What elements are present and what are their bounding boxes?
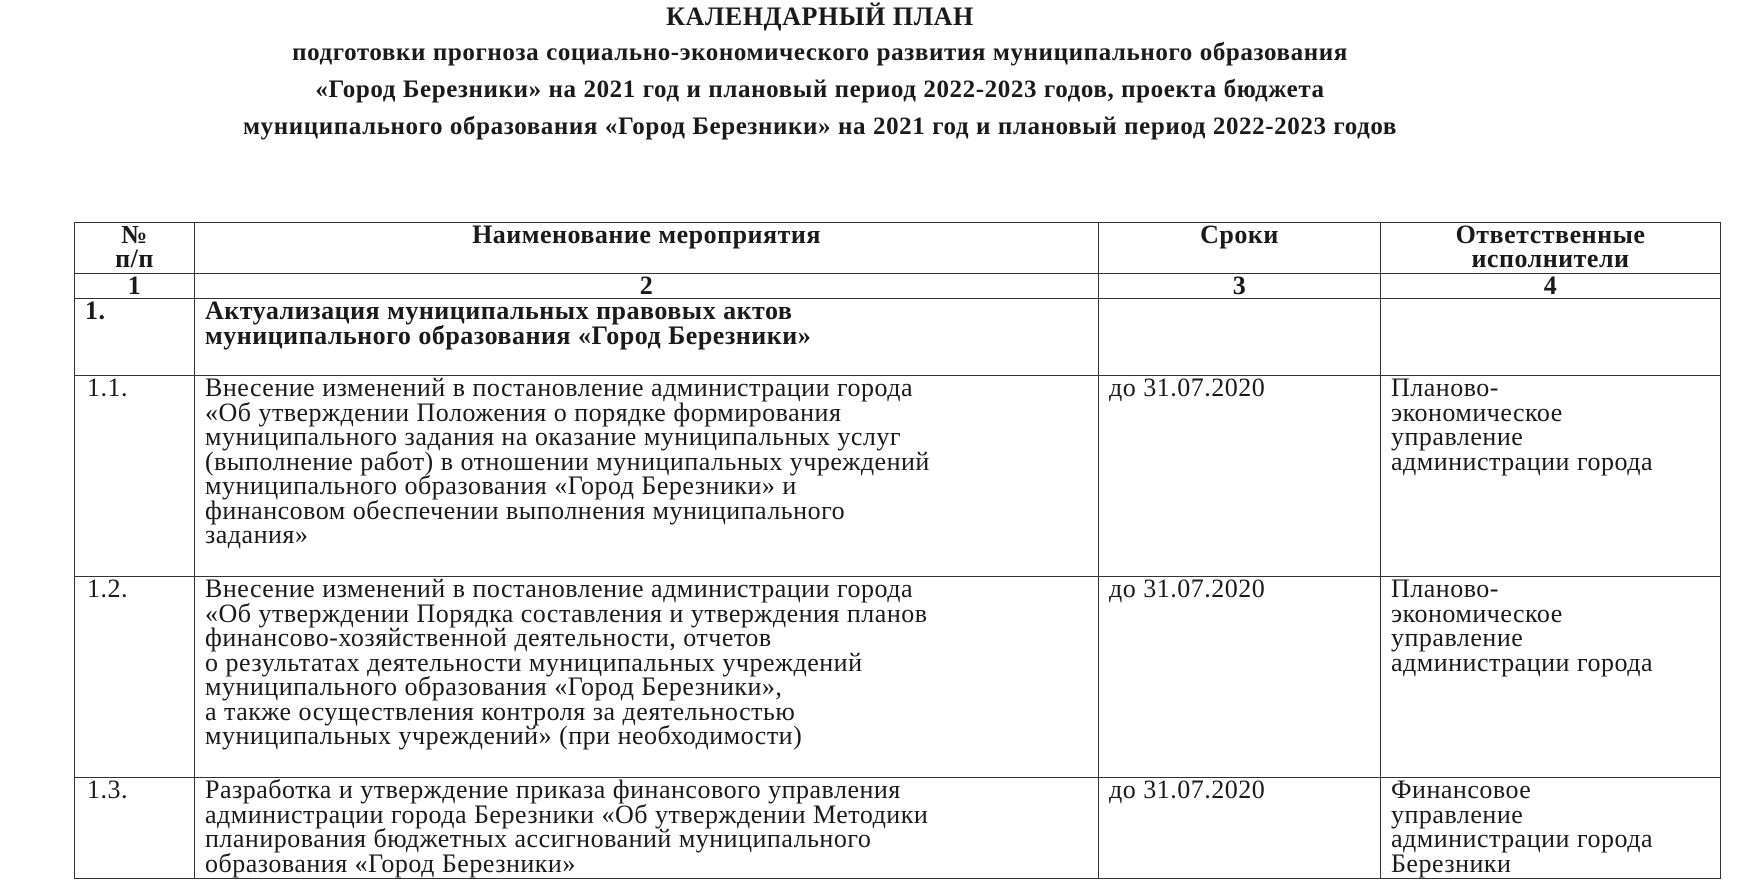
header-deadline: Сроки <box>1099 223 1381 274</box>
document-subtitle-line-2: «Город Березники» на 2021 год и плановый период 2022-2023 годов, проекта бюджета <box>315 76 1325 103</box>
table-header-row <box>75 223 1721 274</box>
section-responsible <box>1381 299 1721 376</box>
calendar-plan-table <box>74 222 1721 879</box>
row-num: 1.2. <box>75 577 195 778</box>
section-deadline <box>1099 299 1381 376</box>
row-name: Разработка и утверждение приказа финансового управления администрации города Березники «Об утверждении Методики планирования бюджетных ассигнований муниципального образования «Город Березники» <box>195 778 1099 879</box>
table-row <box>75 577 1721 778</box>
row-responsible: Планово- экономическое управление администрации города <box>1381 376 1721 577</box>
row-responsible: Планово- экономическое управление администрации города <box>1381 577 1721 778</box>
column-number: 4 <box>1381 274 1721 299</box>
section-name: Актуализация муниципальных правовых актов муниципального образования «Город Березники» <box>195 299 1099 376</box>
document-title-block <box>0 0 1640 145</box>
column-numbers-row <box>75 274 1721 299</box>
column-number: 3 <box>1099 274 1381 299</box>
row-responsible: Финансовое управление администрации города Березники <box>1381 778 1721 879</box>
row-name: Внесение изменений в постановление администрации города «Об утверждении Положения о порядке формирования муниципального задания на оказание муниципальных услуг (выполнение работ) в отношении муниципальных учреждений муниципального образования «Город Березники» и финансовом обеспечении выполнения муниципального задания» <box>195 376 1099 577</box>
section-num: 1. <box>75 299 195 376</box>
document-subtitle-line-3: муниципального образования «Город Березники» на 2021 год и плановый период 2022-2023 годов <box>243 113 1397 140</box>
document-title: КАЛЕНДАРНЫЙ ПЛАН <box>666 2 974 31</box>
row-deadline: до 31.07.2020 <box>1099 577 1381 778</box>
document-subtitle-line-1: подготовки прогноза социально-экономического развития муниципального образования <box>292 39 1348 66</box>
table-row <box>75 376 1721 577</box>
row-deadline: до 31.07.2020 <box>1099 376 1381 577</box>
row-deadline: до 31.07.2020 <box>1099 778 1381 879</box>
table-row <box>75 778 1721 879</box>
column-number: 1 <box>75 274 195 299</box>
row-num: 1.1. <box>75 376 195 577</box>
section-row <box>75 299 1721 376</box>
header-name: Наименование мероприятия <box>195 223 1099 274</box>
row-name: Внесение изменений в постановление администрации города «Об утверждении Порядка составления и утверждения планов финансово-хозяйственной деятельности, отчетов о результатах деятельности муниципальных учреждений муниципального образования «Город Березники», а также осуществления контроля за деятельностью муниципальных учреждений» (при необходимости) <box>195 577 1099 778</box>
row-num: 1.3. <box>75 778 195 879</box>
column-number: 2 <box>195 274 1099 299</box>
header-num: № п/п <box>75 223 195 274</box>
header-responsible: Ответственные исполнители <box>1381 223 1721 274</box>
